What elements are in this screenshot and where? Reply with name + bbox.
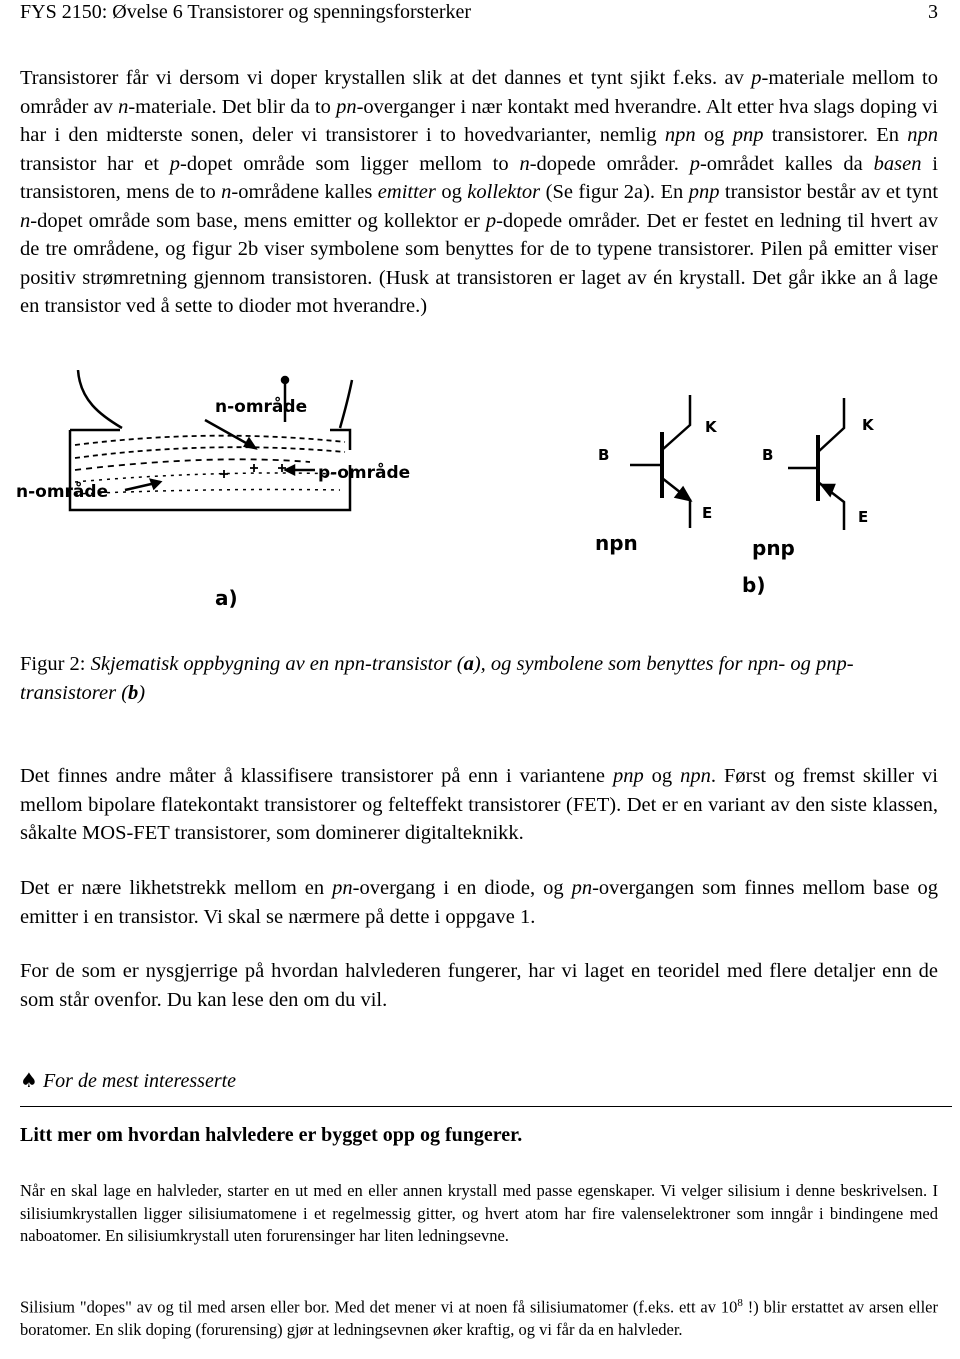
paragraph-doping: Silisium "dopes" av og til med arsen eller bor. Med det mener vi at noen få silisiumatomer (f.eks. ett av $10^8$ !) blir erstattet av arsen eller boratomer. En slik doping (forurensing) gjør at ledningsevnen øker kraftig, og vi får da en halvleder.: [20, 1297, 939, 1339]
header-title: FYS 2150: Øvelse 6 Transistorer og spenningsforsterker: [20, 1, 472, 23]
pnp-label: pnp: [752, 536, 795, 560]
page-header: [20, 0, 938, 26]
npn-label-e: E: [702, 504, 713, 522]
pnp-symbol: [788, 398, 844, 530]
pnp-label-k: K: [862, 416, 874, 434]
paragraph-theory: For de som er nysgjerrige på hvordan halvlederen fungerer, har vi laget en teoridel med flere detaljer enn de som står ovenfor. Du kan lese den om du vil.: [20, 960, 938, 1011]
npn-label-k: K: [705, 418, 717, 436]
npn-label: npn: [595, 531, 638, 555]
label-b: b): [742, 573, 766, 597]
pnp-label-b: B: [762, 446, 774, 464]
figure-caption: Figur 2: Skjematisk oppbygning av en npn-transistor (a), og symbolene som benyttes for npn- og pnp-transistorer (b): [20, 653, 854, 704]
section-title: Litt mer om hvordan halvledere er bygget opp og fungerer.: [20, 1124, 523, 1146]
section-divider: [20, 1106, 952, 1107]
npn-label-b: B: [598, 446, 610, 464]
paragraph-diode: Det er nære likhetstrekk mellom en pn-overgang i en diode, og pn-overgangen som finnes mellom base og emitter i en transistor. Vi skal se nærmere på dette i oppgave 1.: [20, 877, 938, 928]
figure-2: [10, 370, 960, 620]
paragraph-classification: Det finnes andre måter å klassifisere transistorer på enn i variantene pnp og npn. Først og fremst skiller vi mellom bipolare flatekontakt transistorer og felteffekt transistorer (FET). Det er en variant av den siste klassen, såkalte MOS-FET transistorer, som dominerer digitalteknikk.: [20, 765, 939, 844]
paragraph-silicon: Når en skal lage en halvleder, starter en ut med en eller annen krystall med passe egenskaper. Vi velger silisium i denne beskrivelsen. I silisiumkrystallen ligger silisiumatomene i et regelmessig gitter, og hvert atom har fire valenselektroner som inngår i bindingene med naboatomer. En silisiumkrystall uten forurensinger har liten ledningsevne.: [20, 1181, 938, 1245]
label-a: a): [215, 586, 238, 610]
paragraph-intro: Transistorer får vi dersom vi doper krystallen slik at det dannes et tynt sjikt f.eks. av p-materiale mellom to områder av n-materiale. Det blir da to pn-overganger i nær kontakt med hverandre. Alt etter hva slags doping vi har i den midterste sonen, deler vi transistorer i to hovedvarianter, nemlig npn og pnp transistorer. En npn transistor har et p-dopet område som ligger mellom to n-dopede områder. p-området kalles da basen i transistoren, mens de to n-områdene kalles emitter og kollektor (Se figur 2a). En pnp transistor består av et tynt n-dopet område som base, mens emitter og kollektor er p-dopede områder. Det er festet en ledning til hvert av de tre områdene, og figur 2b viser symbolene som benyttes for de to typene transistorer. Pilen på emitter viser positiv strømretning gjennom transistoren. (Husk at transistoren er laget av én krystall. Det går ikke an å lage en transistor ved å sette to dioder mot hverandre.): [20, 67, 939, 317]
page-number: 3: [928, 1, 938, 23]
label-p: p-område: [318, 463, 411, 483]
label-n-left: n-område: [16, 482, 109, 502]
pnp-label-e: E: [858, 508, 869, 526]
npn-symbol: [630, 395, 690, 528]
label-n-top: n-område: [215, 397, 308, 417]
interest-heading: ♠ For de mest interesserte: [20, 1068, 237, 1092]
transistor-sketch: [70, 370, 352, 510]
spade-icon: ♠: [20, 1068, 38, 1092]
